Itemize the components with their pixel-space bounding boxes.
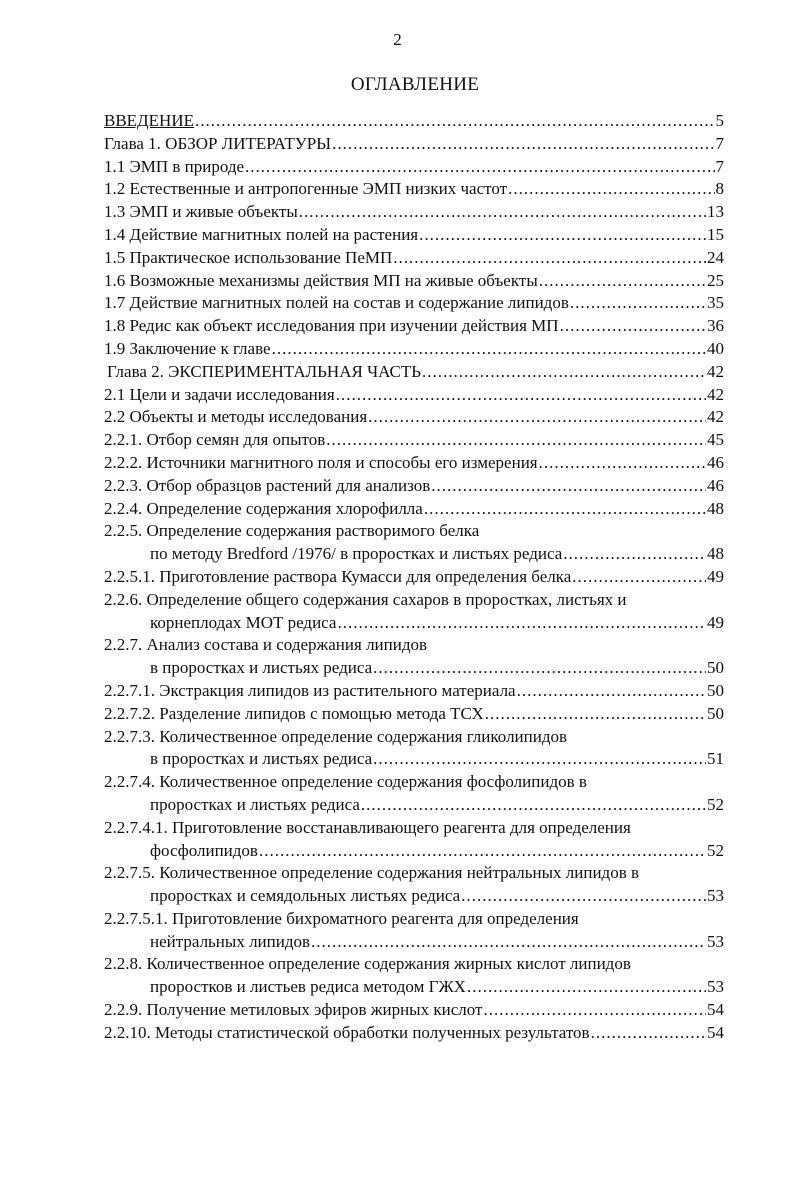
toc-entry-title: ВВЕДЕНИЕ — [104, 111, 194, 130]
toc-entry-title: 2.2.1. Отбор семян для опытов — [104, 430, 326, 450]
dot-leader — [337, 612, 706, 635]
toc-entry-title: 2.2.7.2. Разделение липидов с помощью метода ТСХ — [104, 703, 484, 723]
dot-leader — [259, 840, 706, 863]
dot-leader — [539, 270, 706, 293]
toc-entry — [0, 498, 795, 521]
toc-entry-title: 2.2.7. Анализ состава и содержания липидов — [104, 635, 428, 655]
toc-page-number: 42 — [707, 361, 724, 381]
toc-page-number: 45 — [707, 430, 724, 450]
toc-entry — [0, 726, 795, 772]
toc-entry-title: 2.2.5.1. Приготовление раствора Кумасси для определения белка — [104, 566, 572, 586]
toc-page-number: 52 — [707, 840, 724, 860]
toc-entry-continuation: по методу Bredford /1976/ в проростках и листьях редиса — [150, 544, 563, 564]
dot-leader — [361, 794, 706, 817]
toc-entry — [0, 110, 795, 133]
toc-page-number: 54 — [707, 1000, 724, 1020]
dot-leader — [299, 201, 706, 224]
toc-entry-title: 2.2.7.5. Количественное определение содержания нейтральных липидов в — [104, 863, 640, 883]
dot-leader — [517, 680, 706, 703]
toc-page-number: 8 — [715, 179, 724, 199]
toc-entry-continuation: нейтральных липидов — [150, 931, 311, 951]
toc-entry-title: 2.2.7.4. Количественное определение содержания фосфолипидов в — [104, 772, 587, 792]
toc-entry-title: Глава 2. ЭКСПЕРИМЕНТАЛЬНАЯ ЧАСТЬ — [107, 361, 422, 381]
toc-entry-title: 2.2.3. Отбор образцов растений для анализов — [104, 475, 431, 495]
toc-page-number: 40 — [707, 338, 724, 358]
toc-entry — [0, 999, 795, 1022]
toc-entry-title: 1.1 ЭМП в природе — [104, 156, 245, 176]
toc-entry-title: 2.2.7.5.1. Приготовление бихроматного реагента для определения — [104, 908, 579, 928]
toc-page-number: 49 — [707, 612, 724, 632]
dot-leader — [326, 429, 706, 452]
toc-entry — [0, 475, 795, 498]
toc-entry — [0, 680, 795, 703]
toc-entry-title: 2.2 Объекты и методы исследования — [104, 407, 368, 427]
toc-page-number: 46 — [707, 475, 724, 495]
toc-entry — [0, 361, 795, 384]
toc-entry-title: 1.6 Возможные механизмы действия МП на живые объекты — [104, 270, 538, 290]
toc-entry-title: 1.8 Редис как объект исследования при изучении действия МП — [104, 316, 559, 336]
dot-leader — [332, 133, 714, 156]
dot-leader — [539, 452, 706, 475]
toc-entry — [0, 703, 795, 726]
toc-entry-title: 1.4 Действие магнитных полей на растения — [104, 224, 419, 244]
dot-leader — [560, 315, 706, 338]
toc-entry-title: 2.2.7.1. Экстракция липидов из растительного материала — [104, 680, 516, 700]
toc-entry-title: 2.2.9. Получение метиловых эфиров жирных кислот — [104, 1000, 483, 1020]
toc-page-number: 49 — [707, 566, 724, 586]
toc-entry — [0, 224, 795, 247]
toc-entry-title: 2.1 Цели и задачи исследования — [104, 384, 335, 404]
toc-page-number: 50 — [707, 658, 724, 678]
toc-page-number: 35 — [707, 293, 724, 313]
toc-entry — [0, 178, 795, 201]
dot-leader — [431, 475, 706, 498]
toc-entry-title: 1.2 Естественные и антропогенные ЭМП низких частот — [104, 179, 508, 199]
toc-page-number: 50 — [707, 680, 724, 700]
dot-leader — [467, 976, 706, 999]
toc-entry — [0, 338, 795, 361]
toc-page-number: 36 — [707, 316, 724, 336]
toc-page-number: 15 — [707, 224, 724, 244]
toc-entry-title: 2.2.8. Количественное определение содержания жирных кислот липидов — [104, 954, 631, 974]
dot-leader — [508, 178, 714, 201]
dot-leader — [572, 566, 706, 589]
table-of-contents — [0, 110, 795, 1045]
page-title: ОГЛАВЛЕНИЕ — [350, 74, 480, 95]
toc-entry — [0, 156, 795, 179]
dot-leader — [483, 999, 706, 1022]
toc-entry-title: 1.9 Заключение к главе — [104, 338, 271, 358]
toc-entry — [0, 566, 795, 589]
toc-entry — [0, 452, 795, 475]
toc-entry — [0, 315, 795, 338]
toc-entry-continuation: в проростках и листьях редиса — [150, 749, 373, 769]
toc-page-number: 7 — [715, 133, 724, 153]
toc-entry — [0, 429, 795, 452]
toc-entry-continuation: корнеплодах МОТ редиса — [150, 612, 337, 632]
toc-page-number: 25 — [707, 270, 724, 290]
toc-entry — [0, 862, 795, 908]
toc-entry — [0, 771, 795, 817]
toc-entry — [0, 817, 795, 863]
toc-entry — [0, 634, 795, 680]
dot-leader — [336, 384, 706, 407]
toc-entry-title: 2.2.4. Определение содержания хлорофилла — [104, 498, 423, 518]
dot-leader — [419, 224, 706, 247]
toc-page-number: 48 — [707, 498, 724, 518]
toc-entry — [0, 520, 795, 566]
toc-page-number: 7 — [715, 156, 724, 176]
toc-page-number: 48 — [707, 544, 724, 564]
toc-entry-title: 2.2.7.3. Количественное определение содержания гликолипидов — [104, 726, 568, 746]
toc-page-number: 52 — [707, 794, 724, 814]
dot-leader — [373, 748, 706, 771]
toc-entry — [0, 292, 795, 315]
toc-entry — [0, 1022, 795, 1045]
toc-entry — [0, 908, 795, 954]
toc-entry-title: 2.2.2. Источники магнитного поля и способы его измерения — [104, 452, 538, 472]
dot-leader — [422, 361, 706, 384]
dot-leader — [245, 156, 714, 179]
toc-page-number: 53 — [707, 931, 724, 951]
toc-entry-title: 2.2.6. Определение общего содержания сахаров в проростках, листьях и — [104, 589, 627, 609]
toc-page-number: 42 — [707, 384, 724, 404]
dot-leader — [373, 657, 706, 680]
toc-page-number: 24 — [707, 247, 724, 267]
toc-entry — [0, 247, 795, 270]
toc-entry-continuation: проростков и листьев редиса методом ГЖХ — [150, 977, 466, 997]
toc-entry-title: Глава 1. ОБЗОР ЛИТЕРАТУРЫ — [104, 133, 332, 153]
toc-entry — [0, 589, 795, 635]
toc-entry — [0, 201, 795, 224]
dot-leader — [485, 703, 706, 726]
dot-leader — [393, 247, 706, 270]
dot-leader — [563, 543, 706, 566]
dot-leader — [368, 406, 706, 429]
toc-page-number: 46 — [707, 452, 724, 472]
toc-entry-title: 1.7 Действие магнитных полей на состав и содержание липидов — [104, 293, 569, 313]
toc-entry — [0, 406, 795, 429]
toc-entry — [0, 133, 795, 156]
dot-leader — [424, 498, 706, 521]
dot-leader — [570, 292, 706, 315]
dot-leader — [272, 338, 706, 361]
dot-leader — [195, 110, 715, 133]
toc-entry — [0, 270, 795, 293]
toc-entry-title: 1.3 ЭМП и живые объекты — [104, 202, 298, 222]
dot-leader — [311, 931, 706, 954]
toc-page-number: 5 — [715, 111, 724, 130]
toc-entry-title: 2.2.10. Методы статистической обработки полученных результатов — [104, 1022, 590, 1042]
toc-entry-title: 2.2.5. Определение содержания растворимого белка — [104, 521, 480, 541]
page-number: 2 — [393, 30, 402, 49]
toc-page-number: 42 — [707, 407, 724, 427]
toc-entry-continuation: в проростках и листьях редиса — [150, 658, 373, 678]
dot-leader — [461, 885, 706, 908]
toc-page-number: 53 — [707, 886, 724, 906]
dot-leader — [591, 1022, 706, 1045]
toc-entry-continuation: фосфолипидов — [150, 840, 258, 860]
toc-entry-continuation: проростках и семядольных листьях редиса — [150, 886, 461, 906]
toc-entry — [0, 384, 795, 407]
toc-page-number: 13 — [707, 202, 724, 222]
toc-page-number: 53 — [707, 977, 724, 997]
toc-entry-continuation: проростках и листьях редиса — [150, 794, 360, 814]
toc-page-number: 50 — [707, 703, 724, 723]
toc-page-number: 51 — [707, 749, 724, 769]
toc-entry — [0, 953, 795, 999]
toc-page-number: 54 — [707, 1022, 724, 1042]
toc-entry-title: 1.5 Практическое использование ПеМП — [104, 247, 393, 267]
toc-entry-title: 2.2.7.4.1. Приготовление восстанавливающего реагента для определения — [104, 817, 631, 837]
